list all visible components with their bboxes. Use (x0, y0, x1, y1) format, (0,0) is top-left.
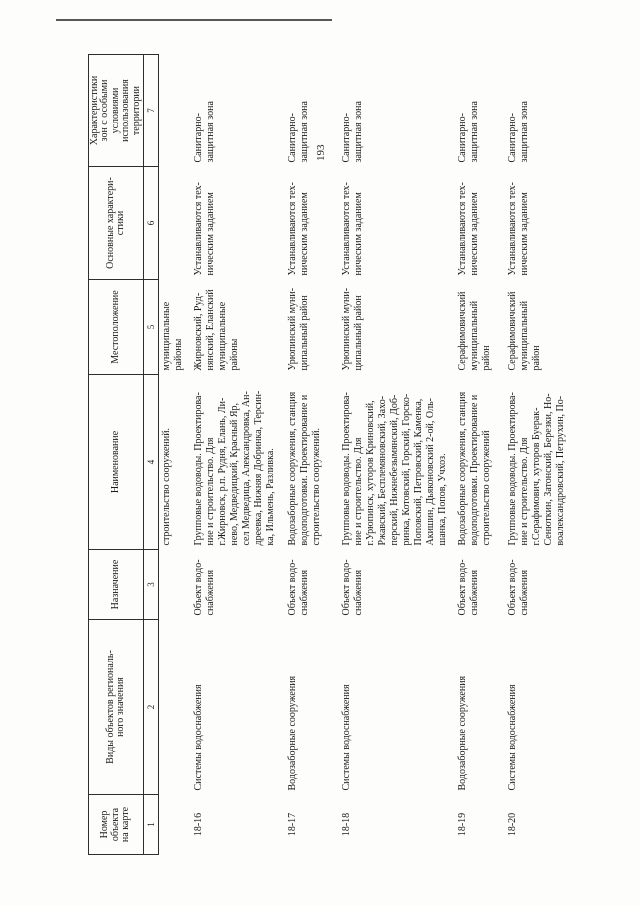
table-cell-location: Урюпинский муни- ципальный район (286, 287, 310, 371)
header-object-number: Номер объекта на карте (89, 795, 144, 855)
objects-table (88, 54, 573, 855)
header-location: Местоположение (89, 280, 144, 375)
table-cell-zone: Санитарно- защитная зона (506, 101, 530, 163)
table-cell-purpose: Объект водо- снабжения (456, 559, 480, 616)
column-number-cell: 4 (144, 375, 159, 550)
header-purpose: Назначение (89, 550, 144, 620)
table-row (189, 55, 283, 855)
table-cell-purpose: Объект водо- снабжения (192, 559, 216, 616)
table-cell-number: 18-20 (506, 812, 518, 837)
header-name: Наименование (89, 375, 144, 550)
table-cell-type: Водозаборные сооружения (456, 675, 468, 791)
column-number-cell: 6 (144, 167, 159, 280)
table-cell-zone: Санитарно- защитная зона (456, 101, 480, 163)
table-cell-purpose: Объект водо- снабжения (340, 559, 364, 616)
table-cell-empty (159, 55, 189, 167)
table-cell-zone: Санитарно- защитная зона (340, 101, 364, 163)
table-cell-type: Системы водоснабжения (192, 684, 204, 791)
table-cell-name: Водозаборные сооружения, станция водоподготовки. Проектирование и строительство сооружений. (286, 391, 322, 546)
table-cell-type: Системы водоснабжения (340, 684, 352, 791)
table-cell-purpose: Объект водо- снабжения (506, 559, 530, 616)
table-cell-empty (159, 167, 189, 280)
column-number-cell: 2 (144, 620, 159, 795)
table-cell-location: муниципальные районы (161, 301, 184, 371)
table-cell-number: 18-17 (286, 812, 298, 837)
table-cell-characteristics: Устанавливаются тех- ническим заданием (506, 182, 530, 276)
table-cell-zone: Санитарно- защитная зона (192, 101, 216, 163)
table-cell-empty (159, 620, 189, 795)
header-characteristics: Основные характери- стики (89, 167, 144, 280)
table-row (503, 55, 573, 855)
table-row (453, 55, 503, 855)
table-row (337, 55, 453, 855)
table-cell-name: Групповые водоводы. Проектирова- ние и строительство. Для г.Серафимович, хуторов Буерак- Сенюткин, Затонский, Березки, Но- воалександровский, Петрухин, По- (506, 392, 566, 546)
header-object-type: Виды объектов региональ- ного значения (89, 620, 144, 795)
table-cell-zone: Санитарно- защитная зона (286, 101, 310, 163)
table-cell-empty (159, 795, 189, 855)
table-cell-type: Водозаборные сооружения (286, 675, 298, 791)
table-cell-number: 18-19 (456, 812, 468, 837)
table-cell-purpose: Объект водо- снабжения (286, 559, 310, 616)
table-cell-number: 18-16 (192, 812, 204, 837)
table-cell-empty (159, 550, 189, 620)
column-number-cell: 1 (144, 795, 159, 855)
table-cell-type: Системы водоснабжения (506, 684, 518, 791)
table-cell-location: Серафимовичский муниципальный район (456, 291, 492, 371)
table-cell-characteristics: Устанавливаются тех- ническим заданием (286, 182, 310, 276)
column-number-row (144, 55, 159, 855)
column-number-cell: 7 (144, 55, 159, 167)
table-cell-characteristics: Устанавливаются тех- ническим заданием (456, 182, 480, 276)
page-number: 193 (315, 144, 327, 161)
table-cell-characteristics: Устанавливаются тех- ническим заданием (192, 182, 216, 276)
table-cell-location: Жирновский, Руд- нянский, Еланский муниципальные районы (192, 289, 240, 371)
table-cell-location: Урюпинский муни- ципальный район (340, 287, 364, 371)
table-row (283, 55, 337, 855)
table-cell-name: Водозаборные сооружения, станция водоподготовки. Проектирование и строительство сооружений (456, 391, 492, 546)
header-special-zones: Характеристики зон с особыми условиями использования территории (89, 55, 144, 167)
table-cell-characteristics: Устанавливаются тех- ническим заданием (340, 182, 364, 276)
table-cell-location: Серафимовичский муниципальный район (506, 291, 542, 371)
column-number-cell: 5 (144, 280, 159, 375)
table-cell-number: 18-18 (340, 812, 352, 837)
column-number-cell: 3 (144, 550, 159, 620)
continuation-row (159, 55, 189, 855)
table-cell-name: Групповые водоводы. Проектирова- ние и строительство. Для г.Урюпинск, хуторов Криновский, Ржавский, Бесплемяновский, Захо- перский, Нижнебезымянский, Доб- ринка, Котовский, Горский, Горско- Поповский, Петровский, Каменка, Акишин, Дьяконовский 2-ой, Оль- шанка, Попов, Учхоз. (340, 392, 448, 546)
table-cell-name: Групповые водоводы. Проектирова- ние и строительство. Для г.Жирновск, р.п. Рудня, Елань, Ли- нево, Медведицкий, Красный Яр, сел Медведица, Александровка, Ан- дреевка, Нижняя Добринка, Терсин- ка, Ильмень, Разливка. (192, 390, 276, 546)
table-cell-name: строительство сооружений. (161, 427, 172, 546)
table-header-row (89, 55, 144, 855)
